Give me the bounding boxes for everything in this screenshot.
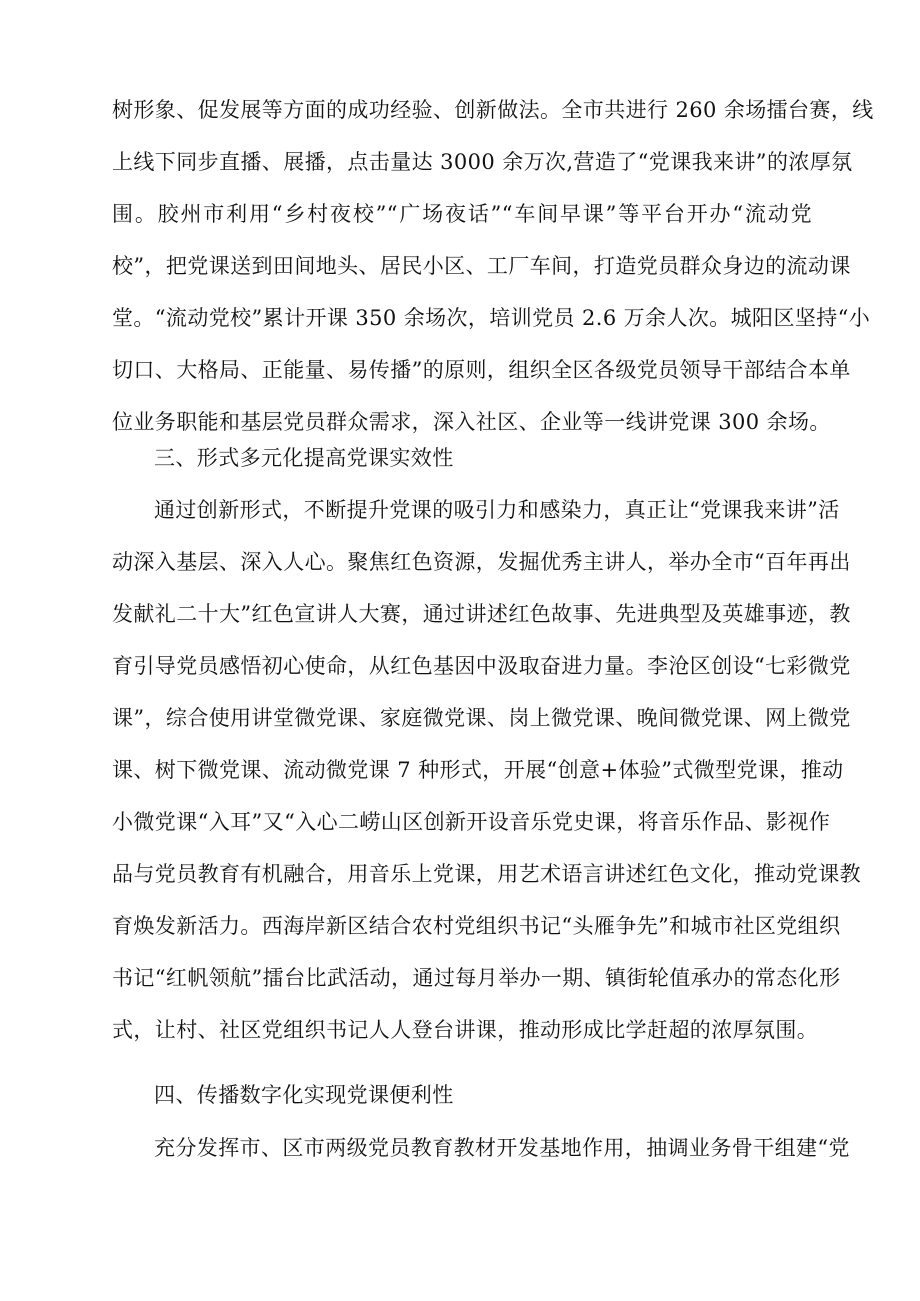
text-line: 校”，把党课送到田间地头、居民小区、工厂车间，打造党员群众身边的流动课 bbox=[112, 254, 851, 278]
text-line: 位业务职能和基层党员群众需求，深入社区、企业等一线讲党课 300 余场。 bbox=[112, 410, 831, 434]
text-line: 动深入基层、深入人心。聚焦红色资源，发掘优秀主讲人，举办全市“百年再出 bbox=[112, 550, 851, 574]
text-line: 上线下同步直播、展播，点击量达 3000 余万次,营造了“党课我来讲”的浓厚氛 bbox=[112, 150, 853, 174]
text-line: 发献礼二十大”红色宣讲人大赛，通过讲述红色故事、先进典型及英雄事迹，教 bbox=[112, 602, 851, 626]
text-line: 切口、大格局、正能量、易传播”的原则，组织全区各级党员领导干部结合本单 bbox=[112, 358, 851, 382]
text-line: 充分发挥市、区市两级党员教育教材开发基地作用，抽调业务骨干组建“党 bbox=[154, 1136, 850, 1160]
text-line: 课、树下微党课、流动微党课 7 种形式，开展“创意+体验”式微型党课，推动 bbox=[112, 758, 844, 782]
text-line: 式，让村、社区党组织书记人人登台讲课，推动形成比学赶超的浓厚氛围。 bbox=[112, 1018, 819, 1042]
text-line: 小微党课“入耳”又“入心二崂山区创新开设音乐党史课，将音乐作品、影视作 bbox=[112, 810, 831, 834]
text-line: 课”，综合使用讲堂微党课、家庭微党课、岗上微党课、晚间微党课、网上微党 bbox=[112, 706, 851, 730]
text-line: 书记“红帆领航”擂台比武活动，通过每月举办一期、镇街轮值承办的常态化形 bbox=[112, 966, 841, 990]
text-line: 树形象、促发展等方面的成功经验、创新做法。全市共进行 260 余场擂台赛，线 bbox=[112, 98, 874, 122]
text-line: 品与党员教育有机融合，用音乐上党课，用艺术语言讲述红色文化，推动党课教 bbox=[112, 862, 861, 886]
text-line: 堂。“流动党校”累计开课 350 余场次，培训党员 2.6 万余人次。城阳区坚持“小 bbox=[112, 306, 871, 330]
section-heading-3: 三、形式多元化提高党课实效性 bbox=[154, 446, 454, 470]
text-line: 育焕发新活力。西海岸新区结合农村党组织书记“头雁争先”和城市社区党组织 bbox=[112, 914, 841, 938]
text-line: 育引导党员感悟初心使命，从红色基因中汲取奋进力量。李沧区创设“七彩微党 bbox=[112, 654, 851, 678]
text-line: 围。胶州市利用“乡村夜校”“广场夜话”“车间早课”等平台开办“流动党 bbox=[112, 202, 812, 226]
text-line: 通过创新形式，不断提升党课的吸引力和感染力，真正让“党课我来讲”活 bbox=[154, 498, 840, 522]
section-heading-4: 四、传播数字化实现党课便利性 bbox=[154, 1083, 454, 1107]
